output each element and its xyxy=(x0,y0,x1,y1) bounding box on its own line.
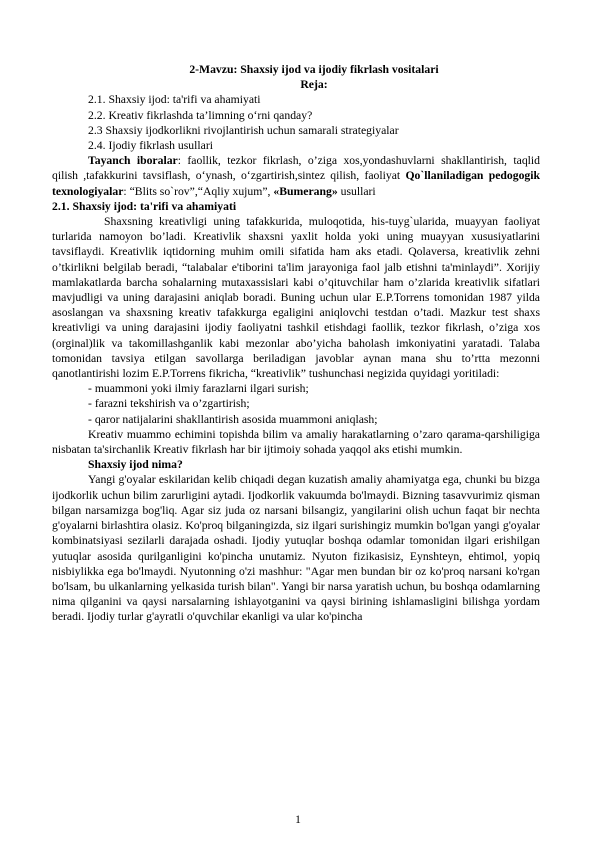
plan-list xyxy=(88,92,540,153)
list-item: - muammoni yoki ilmiy farazlarni ilgari surish; xyxy=(88,382,309,396)
paragraph-1: Shaxsning kreativligi uning tafakkurida, muloqotida, his-tuyg`ularida, muayyan faoliyat turlarida namoyon bo’ladi. Kreativlik shaxsni yaxlit holda yoki uning muayyan xususiyatlarini tavsiflaydi. Kreativlik iqtidorning muhim omili sifatida ham aks etadi. Qolaversa, kreativlik zehni o’tkirlikni belgilab beradi, “talabalar e'tiborini ta'lim jarayoniga faol jalb etishni ta'minlaydi”. Xorijiy mamlakatlarda barcha sohalarning mutaxassislari kabi o’qituvchilar ham o’zlarida kreativlik sifatlari mavjudligi va uning darajasini aniqlab boradi. Buning uchun ular E.P.Torrens tomonidan 1987 yilda asoslangan va shaxsning kreativ tafakkurga egaligini aniqlovchi testdan o’tadi. Mazkur test shaxs kreativligi va uning darajasini ijodiy faoliyatni tashkil etishdagi faollik, tezkor fikrlash, o’ziga xos (orginal)lik va takomillashganlik kabi mezonlar аbo’yicha baholash imkoniyatini yaratadi. Talaba tomonidan tavsiya etilgan savollarga beriladigan javoblar aynan mana shu to’rtta mezonni qanotlantirishi lozim E.P.Torrens fikricha, “kreativlik” tushunchasi negizida quyidagi yoritiladi: xyxy=(52,215,540,381)
list-item: - farazni tekshirish va o’zgartirish; xyxy=(88,397,250,411)
document-content xyxy=(52,62,541,625)
paragraph-2: Kreativ muammo echimini topishda bilim va amaliy harakatlarning o’zaro qarama-qarshiligiga nisbatan ta'sirchanlik Kreativ fikrlash har bir ijtimoiy sohada yaqqol aks etishi mumkin. xyxy=(52,427,540,457)
plan-item: 2.2. Kreativ fikrlashda ta’limning o‘rni qanday? xyxy=(88,108,313,122)
key-terms-text: : faollik, tezkor fikrlash, o’ziga xos,yondashuvlarni shakllantirish, taqlid qilish ,tafakkurini tavsiflash, o‘ynash, o‘zgartirish,sintez qilish, faoliyat xyxy=(52,154,541,183)
bumerang-label: «Bumerang» xyxy=(273,184,338,198)
key-terms-paragraph xyxy=(52,153,540,199)
methods-text: : “Blits so`rov”,“Aqliy xujum”, xyxy=(123,184,271,198)
plan-item: 2.1. Shaxsiy ijod: ta'rifi va ahamiyati xyxy=(88,93,261,107)
subheading: Shaxsiy ijod nima? xyxy=(88,458,183,472)
methods-label: Qo`llaniladigan pedogogik texnologiyalar xyxy=(52,169,541,198)
key-terms-label: Tayanch iboralar xyxy=(88,154,178,168)
paragraph-3: Yangi g'oyalar eskilaridan kelib chiqadi degan kuzatish amaliy ahamiyatga ega, chunki bu bizga ijodkorlik uchun bilim zarurligini aytadi. Ijodkorlik vakuumda bo'lmaydi. Bizning tasavvurimiz qisman bilgan narsamizga bog'liq. Agar siz juda oz narsani bilsangiz, yangilarini olish uchun faqat bir nechta g'oyalarni birlashtira olasiz. Ko'proq bilganingizda, siz ilgari surishingiz mumkin bo'lgan yangi g'oyalar kombinatsiyasi sezilarli darajada oshadi. Ijodiy yutuqlar boshqa odamlar tomonidan ilgari erishilgan yutuqlar asosida qurilganligini ko'pincha unutamiz. Nyuton fizikasisiz, Eynshteyn, ehtimol, yopiq nisbiylikka ega bo'lmaydi. Nyutonning o'zi mashhur: "Agar men bundan bir oz ko'proq narsani ko'rgan bo'lsam, bu ulkanlarning yelkasida turish bilan". Yangi bir narsa yaratish uchun, bu boshqa odamlarning nima qilganini va qaysi narsalarning ishlayotganini va qaysi birining ishlamasligini bilishga yordam beradi. Ijodiy turlar g'ayratli o'quvchilar ekanligi va ular ko'pincha xyxy=(52,473,540,624)
bumerang-text: usullari xyxy=(337,184,376,198)
plan-item: 2.4. Ijodiy fikrlash usullari xyxy=(88,139,213,153)
section-title: 2.1. Shaxsiy ijod: ta'rifi va ahamiyati xyxy=(52,199,237,213)
body-text xyxy=(52,153,540,624)
page-number: 1 xyxy=(295,814,301,826)
plan-item: 2.3 Shaxsiy ijodkorlikni rivojlantirish uchun samarali strategiyalar xyxy=(88,123,399,137)
plan-heading: Reja: xyxy=(300,78,328,92)
list-item: - qaror natijalarini shakllantirish asosida muammoni aniqlash; xyxy=(88,412,378,426)
document-title: 2-Mavzu: Shaxsiy ijod va ijodiy fikrlash vositalari xyxy=(189,63,439,76)
